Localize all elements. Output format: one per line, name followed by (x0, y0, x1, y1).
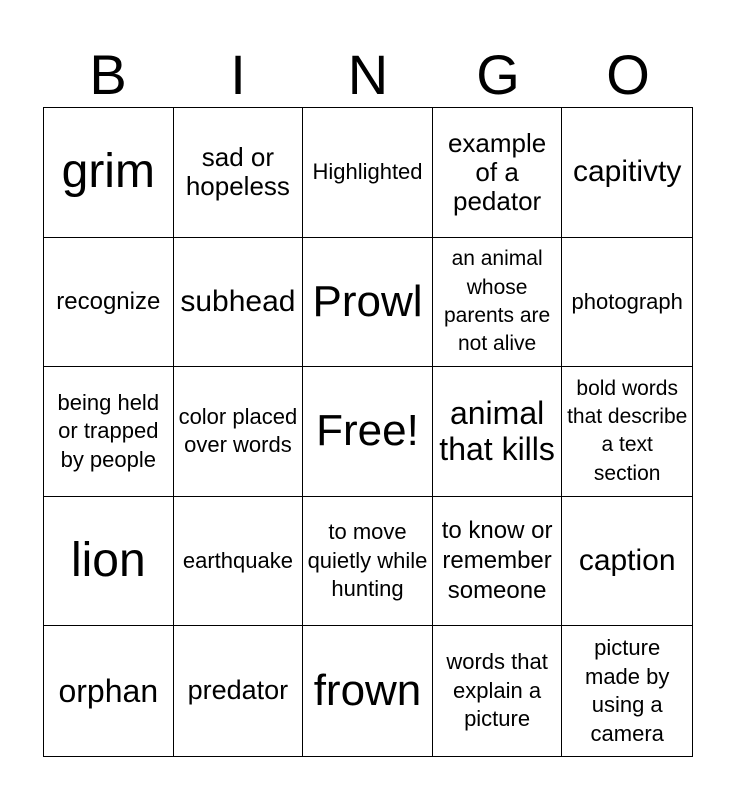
bingo-cell[interactable] (44, 108, 174, 238)
cell-text: words that explain a picture (446, 649, 548, 732)
header-letter-g: G (476, 43, 520, 106)
cell-text: capitivty (573, 155, 682, 189)
cell-text: frown (313, 666, 422, 715)
header-letter-n: N (347, 43, 389, 106)
bingo-cell[interactable] (174, 626, 304, 756)
bingo-cell[interactable] (174, 108, 304, 238)
cell-text: subhead (180, 284, 296, 318)
cell-text: example of a pedator (447, 127, 547, 216)
bingo-cell[interactable] (44, 626, 174, 756)
cell-text: earthquake (182, 547, 293, 573)
cell-text: lion (70, 533, 146, 587)
cell-text: bold words that describe a text section (567, 376, 688, 485)
header-letter-i: I (230, 43, 246, 106)
bingo-header (43, 42, 693, 108)
cell-text: sad or hopeless (185, 142, 290, 202)
bingo-cell[interactable] (562, 626, 692, 756)
cell-text: to move quietly while hunting (307, 519, 428, 602)
bingo-cell[interactable] (303, 497, 433, 627)
bingo-cell[interactable] (433, 108, 563, 238)
cell-text: picture made by using a camera (585, 635, 670, 746)
cell-text: photograph (571, 288, 683, 314)
cell-text: an animal whose parents are not alive (443, 247, 551, 356)
bingo-cell[interactable] (562, 238, 692, 368)
bingo-cell[interactable] (303, 108, 433, 238)
bingo-cell-free[interactable] (303, 367, 433, 497)
cell-text: grim (61, 144, 155, 198)
bingo-cell[interactable] (303, 626, 433, 756)
bingo-cell[interactable] (562, 497, 692, 627)
cell-text: recognize (56, 287, 161, 315)
cell-text: Prowl (312, 276, 423, 326)
bingo-cell[interactable] (433, 626, 563, 756)
bingo-board (43, 107, 693, 757)
cell-text: caption (578, 543, 676, 577)
bingo-cell[interactable] (562, 108, 692, 238)
cell-text: animal that kills (439, 394, 555, 468)
cell-text: Highlighted (312, 159, 423, 184)
bingo-cell[interactable] (433, 497, 563, 627)
header-letter-o: O (606, 43, 650, 106)
bingo-cell[interactable] (174, 238, 304, 368)
cell-text: color placed over words (178, 403, 298, 458)
header-letter-b: B (89, 43, 127, 106)
bingo-cell[interactable] (44, 238, 174, 368)
cell-text: to know or remember someone (441, 517, 553, 605)
cell-text: orphan (58, 672, 159, 709)
bingo-cell[interactable] (562, 367, 692, 497)
cell-text: being held or trapped by people (57, 389, 160, 472)
bingo-cell[interactable] (303, 238, 433, 368)
bingo-cell[interactable] (433, 238, 563, 368)
bingo-cell[interactable] (44, 497, 174, 627)
bingo-cell[interactable] (433, 367, 563, 497)
bingo-cell[interactable] (174, 367, 304, 497)
cell-text: predator (187, 675, 289, 706)
free-space-text: Free! (316, 406, 419, 456)
bingo-cell[interactable] (174, 497, 304, 627)
bingo-cell[interactable] (44, 367, 174, 497)
